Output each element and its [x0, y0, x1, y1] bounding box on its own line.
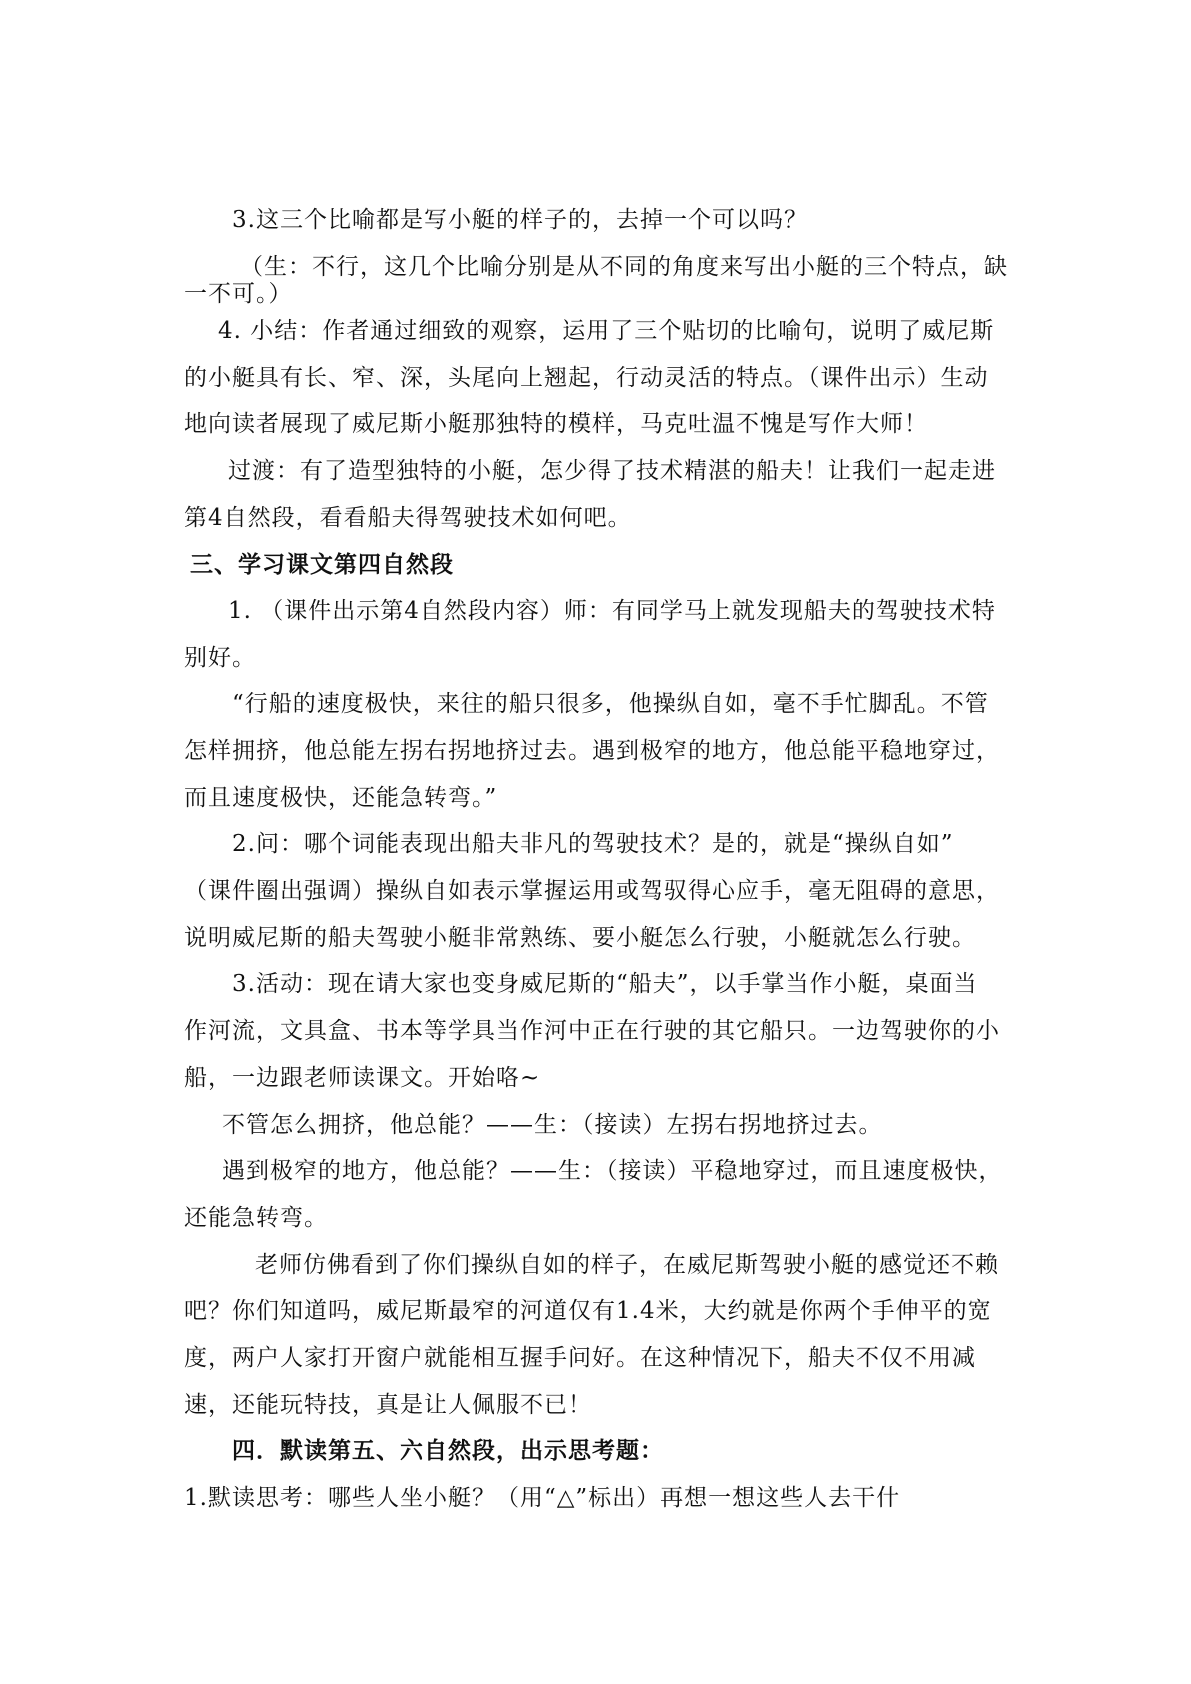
text-line: 一不可。）	[184, 281, 293, 307]
text-line: 吧？你们知道吗，威尼斯最窄的河道仅有1.4米，大约就是你两个手伸平的宽	[184, 1298, 992, 1324]
text-line: 1.默读思考：哪些人坐小艇？（用“△”标出）再想一想这些人去干什	[184, 1485, 901, 1511]
text-line: 1. （课件出示第4自然段内容）师：有同学马上就发现船夫的驾驶技术特	[228, 598, 996, 624]
text-line: 2.问：哪个词能表现出船夫非凡的驾驶技术？是的，就是“操纵自如”	[232, 831, 954, 857]
text-line: （课件圈出强调）操纵自如表示掌握运用或驾驭得心应手，毫无阻碍的意思，	[184, 878, 1000, 904]
text-line: 度，两户人家打开窗户就能相互握手问好。在这种情况下，船夫不仅不用减	[184, 1345, 976, 1371]
text-line: 速，还能玩特技，真是让人佩服不已！	[184, 1392, 592, 1418]
text-line: 过渡：有了造型独特的小艇，怎少得了技术精湛的船夫！让我们一起走进	[228, 458, 996, 484]
text-line: 遇到极窄的地方，他总能？——生：（接读）平稳地穿过，而且速度极快，	[222, 1158, 1003, 1184]
quote-line: “行船的速度极快，来往的船只很多，他操纵自如，毫不手忙脚乱。不管	[232, 691, 989, 717]
quote-line: 怎样拥挤，他总能左拐右拐地挤过去。遇到极窄的地方，他总能平稳地穿过，	[184, 738, 1000, 764]
text-line: 第4自然段，看看船夫得驾驶技术如何吧。	[184, 505, 632, 531]
section-heading: 四．默读第五、六自然段，出示思考题：	[232, 1437, 664, 1464]
text-line: 老师仿佛看到了你们操纵自如的样子，在威尼斯驾驶小艇的感觉还不赖	[255, 1252, 999, 1278]
text-line: 不管怎么拥挤，他总能？——生：（接读）左拐右拐地挤过去。	[222, 1112, 883, 1138]
text-line: 别好。	[184, 645, 256, 671]
text-line: 3.活动：现在请大家也变身威尼斯的“船夫”，以手掌当作小艇，桌面当	[232, 971, 978, 997]
section-heading: 三、学习课文第四自然段	[190, 551, 454, 578]
text-line: 说明威尼斯的船夫驾驶小艇非常熟练、要小艇怎么行驶，小艇就怎么行驶。	[184, 925, 976, 951]
text-line: 3.这三个比喻都是写小艇的样子的，去掉一个可以吗？	[232, 207, 808, 233]
text-line: 还能急转弯。	[184, 1205, 328, 1231]
text-line: 的小艇具有长、窄、深，头尾向上翘起，行动灵活的特点。（课件出示）生动	[184, 365, 989, 391]
quote-line: 而且速度极快，还能急转弯。”	[184, 785, 498, 811]
text-line: （生：不行，这几个比喻分别是从不同的角度来写出小艇的三个特点，缺	[240, 254, 1008, 280]
text-line: 作河流，文具盒、书本等学具当作河中正在行驶的其它船只。一边驾驶你的小	[184, 1018, 1000, 1044]
text-line: 船，一边跟老师读课文。开始咯~	[184, 1065, 541, 1091]
text-line: 4. 小结：作者通过细致的观察，运用了三个贴切的比喻句，说明了威尼斯	[218, 318, 995, 344]
text-line: 地向读者展现了威尼斯小艇那独特的模样，马克吐温不愧是写作大师！	[184, 411, 928, 437]
